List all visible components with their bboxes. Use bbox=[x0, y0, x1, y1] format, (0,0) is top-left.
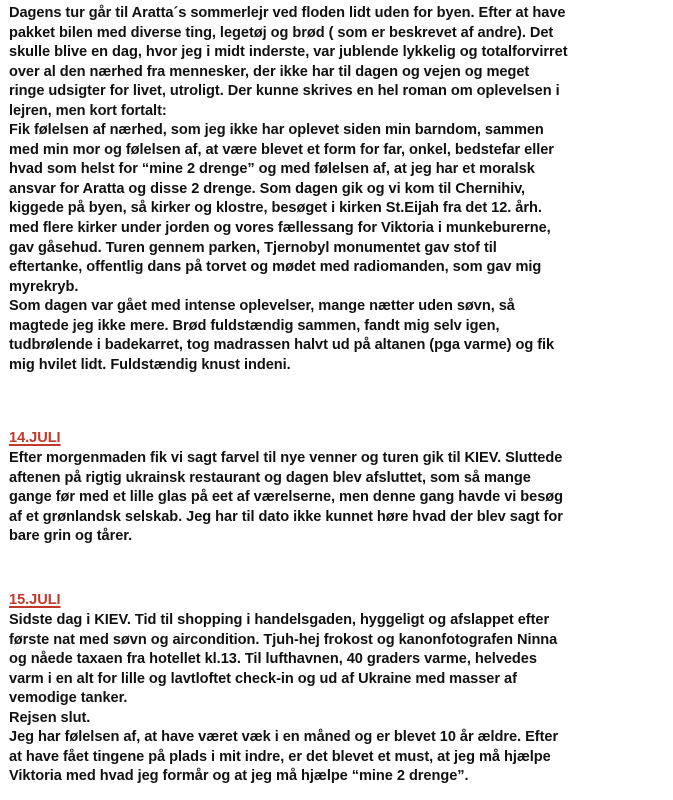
text-line: Fik følelsen af nærhed, som jeg ikke har oplevet siden min barndom, sammen bbox=[9, 122, 544, 139]
text-line: pakket bilen med diverse ting, legetøj og brød ( som er beskrevet af andre). Det bbox=[9, 24, 554, 41]
text-line: bare grin og tårer. bbox=[9, 528, 133, 545]
text-line: lejren, men kort fortalt: bbox=[9, 102, 167, 119]
text-line: og nåede taxaen fra hotellet kl.13. Til lufthavnen, 40 graders varme, helvedes bbox=[9, 651, 537, 668]
text-line: med min mor og følelsen af, at være blevet et form for far, onkel, bedstefar eller bbox=[9, 141, 554, 158]
text-line: Dagens tur går til Aratta´s sommerlejr ved floden lidt uden for byen. Efter at have bbox=[9, 5, 566, 21]
text-line: med flere kirker under jorden og vores fællessang for Viktoria i munkeburerne, bbox=[9, 220, 551, 237]
text-line: kiggede på byen, så kirker og klostre, besøget i kirken St.Eijah fra det 12. årh. bbox=[9, 200, 542, 217]
text-line: ringe udsigter for livet, utroligt. Der kunne skrives en hel roman om oplevelsen i bbox=[9, 83, 560, 100]
text-line: over al den nærhed fra mennesker, der ikke har til dagen og vejen og meget bbox=[9, 63, 530, 80]
text-line: at have fået tingene på plads i mit indre, er det blevet et must, at jeg må hjælpe bbox=[9, 748, 551, 765]
text-line: aftenen på rigtig ukrainsk restaurant og dagen blev afsluttet, som så mange bbox=[9, 469, 531, 486]
text-line: første nat med søvn og aircondition. Tjuh-hej frokost og kanonfotografen Ninna bbox=[9, 631, 558, 648]
text-line: Viktoria med hvad jeg formår og at jeg må hjælpe “mine 2 drenge”. bbox=[9, 768, 469, 785]
text-line: Sidste dag i KIEV. Tid til shopping i handelsgaden, hyggeligt og afslappet efter bbox=[9, 612, 550, 628]
text-line: magtede jeg ikke mere. Brød fuldstændig sammen, fandt mig selv igen, bbox=[9, 317, 500, 334]
text-line: tudbrølende i badekarret, tog madrassen halvt ud på altanen (pga varme) og fik bbox=[9, 337, 555, 354]
text-line: gav gåsehud. Turen gennem parken, Tjernobyl monumentet gav stof til bbox=[9, 239, 497, 256]
text-line: varm i en alt for lille og lavtloftet check-in og ud af Ukraine med masser af bbox=[9, 670, 517, 687]
text-line: mig hvilet lidt. Fuldstændig knust indeni. bbox=[9, 356, 291, 373]
text-line: hvad som helst for “mine 2 drenge” og med følelsen af, at jeg har et moralsk bbox=[9, 161, 535, 178]
text-line: Som dagen var gået med intense oplevelser, mange nætter uden søvn, så bbox=[9, 298, 515, 315]
text-line: Jeg har følelsen af, at have været væk i en måned og er blevet 10 år ældre. Efter bbox=[9, 729, 559, 746]
section-15-juli bbox=[9, 589, 669, 787]
text-line: ansvar for Aratta og disse 2 drenge. Som dagen gik og vi kom til Chernihiv, bbox=[9, 180, 526, 197]
text-line: eftertanke, offentlig dans på torvet og mødet med radiomanden, som gav mig bbox=[9, 259, 542, 276]
section-14-juli bbox=[9, 427, 669, 547]
text-line: skulle blive en dag, hvor jeg i midt inderste, var jublende lykkelig og totalforvirret bbox=[9, 44, 568, 61]
date-heading: 14.JULI bbox=[9, 430, 61, 446]
text-line: gange før med et lille glas på eet af værelserne, men denne gang havde vi besøg bbox=[9, 489, 564, 506]
date-heading: 15.JULI bbox=[9, 592, 61, 608]
text-line: vemodige tanker. bbox=[9, 690, 128, 707]
text-line: myrekryb. bbox=[9, 278, 79, 295]
text-line: Efter morgenmaden fik vi sagt farvel til nye venner og turen gik til KIEV. Sluttede bbox=[9, 450, 563, 466]
intro-paragraph bbox=[9, 4, 669, 375]
text-line: af et grønlandsk selskab. Jeg har til dato ikke kunnet høre hvad der blev sagt for bbox=[9, 508, 563, 525]
text-line: Rejsen slut. bbox=[9, 709, 91, 726]
